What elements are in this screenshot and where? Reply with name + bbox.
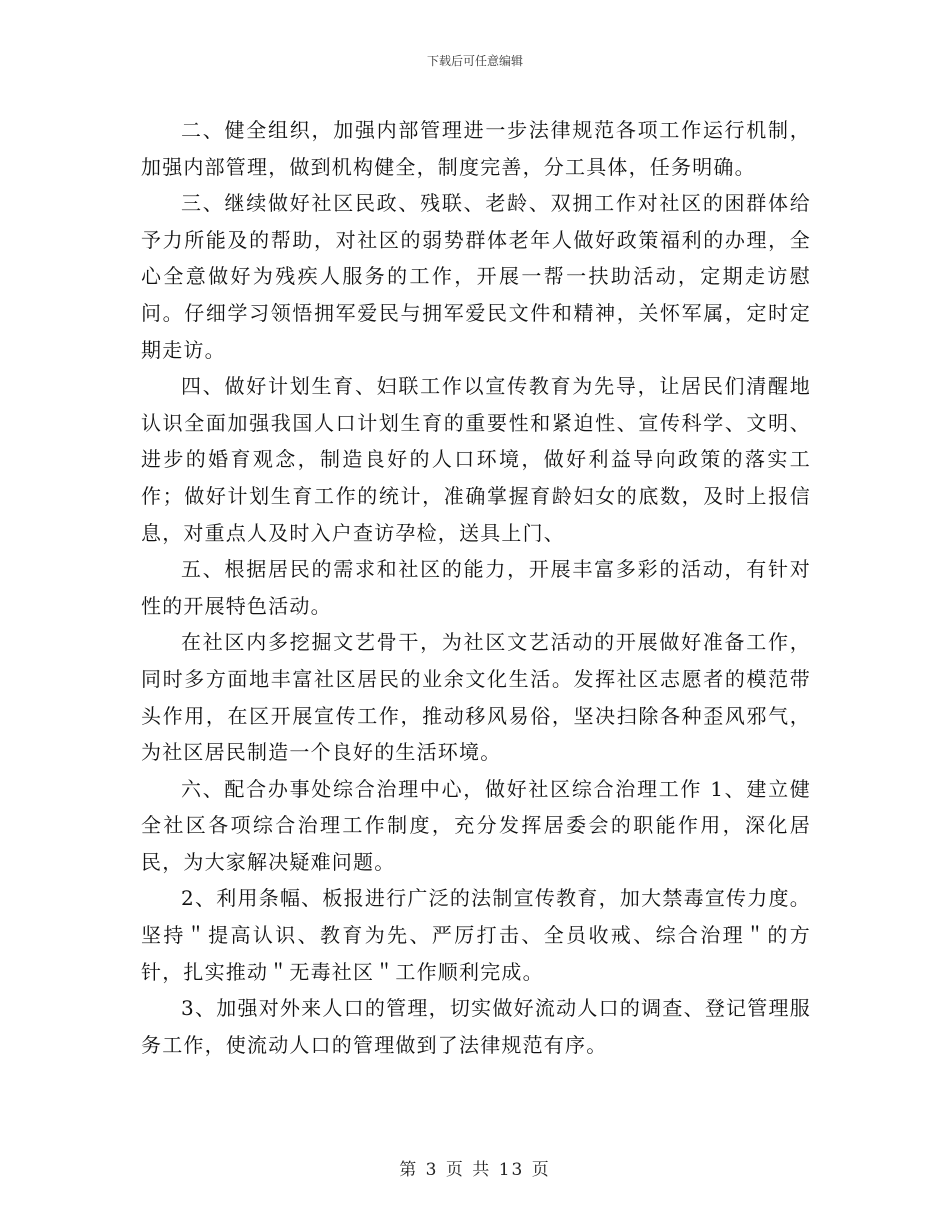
- paragraph-family-planning: 四、做好计划生育、妇联工作以宣传教育为先导，让居民们清醒地认识全面加强我国人口计划生育的重要性和紧迫性、宣传科学、文明、进步的婚育观念，制造良好的人口环境，做好利益导向政策的落实工作；做好计划生育工作的统计，准确掌握育龄妇女的底数，及时上报信息，对重点人及时入户查访孕检，送具上门、: [141, 374, 811, 545]
- paragraph-organization: 二、健全组织，加强内部管理进一步法律规范各项工作运行机制，加强内部管理，做到机构健全，制度完善，分工具体，任务明确。: [141, 118, 811, 179]
- paragraph-activities: 五、根据居民的需求和社区的能力，开展丰富多彩的活动，有针对性的开展特色活动。: [141, 557, 811, 618]
- page-number: 第 3 页 共 13 页: [399, 1160, 551, 1180]
- document-body: [141, 112, 811, 1063]
- paragraph-governance: 六、配合办事处综合治理中心，做好社区综合治理工作 1、建立健全社区各项综合治理工作制度，充分发挥居委会的职能作用，深化居民，为大家解决疑难问题。: [141, 776, 811, 874]
- paragraph-migrant-population: 3、加强对外来人口的管理，切实做好流动人口的调查、登记管理服务工作，使流动人口的管理做到了法律规范有序。: [141, 996, 811, 1057]
- page-header: 下载后可任意编辑: [426, 54, 523, 68]
- paragraph-anti-drug: 2、利用条幅、板报进行广泛的法制宣传教育，加大禁毒宣传力度。坚持＂提高认识、教育为先、严厉打击、全员收戒、综合治理＂的方针，扎实推动＂无毒社区＂工作顺利完成。: [141, 886, 811, 984]
- paragraph-culture: 在社区内多挖掘文艺骨干，为社区文艺活动的开展做好准备工作，同时多方面地丰富社区居民的业余文化生活。发挥社区志愿者的模范带头作用，在区开展宣传工作，推动移风易俗，坚决扫除各种歪风邪气，为社区居民制造一个良好的生活环境。: [141, 630, 811, 765]
- paragraph-civil-affairs: 三、继续做好社区民政、残联、老龄、双拥工作对社区的困群体给予力所能及的帮助，对社区的弱势群体老年人做好政策福利的办理，全心全意做好为残疾人服务的工作，开展一帮一扶助活动，定期走访慰问。仔细学习领悟拥军爱民与拥军爱民文件和精神，关怀军属，定时定期走访。: [141, 191, 811, 362]
